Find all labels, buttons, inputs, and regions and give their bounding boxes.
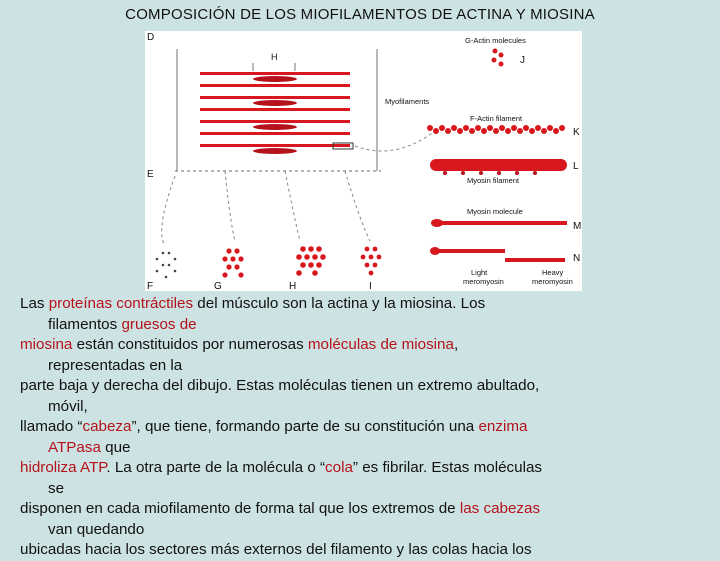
- label-e: E: [147, 169, 154, 180]
- h-zone-bracket: [253, 63, 295, 71]
- label-myosin-molecule: Myosin molecule: [467, 207, 523, 216]
- f-actin-filament: [427, 125, 565, 134]
- connector-lines: [162, 131, 435, 246]
- cross-section-g: [222, 248, 243, 277]
- label-light-2: meromyosin: [463, 277, 504, 286]
- description-text: Las proteínas contráctiles del músculo son la actina y la miosina. Los filamentos gruesos de miosina están constituidos por numerosas moléculas de miosina, representadas en la parte baja y derecha del dibujo. Estas moléculas tienen un extremo abultado, móvil, llamado “cabeza”, que tiene, formando parte de su constitución una enzima ATPasa que hidroliza ATP. La otra parte de la molécula o “cola” es fibrilar. Estas moléculas se disponen en cada miofilamento de forma tal que los extremos de las cabezas van quedando ubicadas hacia los sectores más externos del filamento y las colas hacia los: [20, 295, 542, 558]
- label-m: M: [573, 221, 582, 232]
- cross-section-f: [156, 252, 177, 279]
- label-d: D: [147, 32, 155, 43]
- g-actin-molecules: [492, 49, 504, 67]
- myofilament-diagram: [145, 31, 582, 291]
- label-f: F: [147, 281, 154, 291]
- label-g-actin: G-Actin molecules: [465, 36, 526, 45]
- cross-section-h: [296, 246, 326, 276]
- label-f-actin: F-Actin filament: [470, 114, 523, 123]
- label-heavy-1: Heavy: [542, 268, 564, 277]
- label-j: J: [520, 55, 525, 66]
- cross-section-i: [361, 247, 382, 276]
- meromyosin: [430, 247, 565, 262]
- label-myofilaments: Myofilaments: [385, 97, 430, 106]
- label-l: L: [573, 161, 579, 172]
- label-h: H: [289, 281, 297, 291]
- label-heavy-2: meromyosin: [532, 277, 573, 286]
- label-g: G: [214, 281, 222, 291]
- label-i: I: [369, 281, 372, 291]
- page-title: COMPOSICIÓN DE LOS MIOFILAMENTOS DE ACTINA Y MIOSINA: [125, 6, 595, 23]
- label-myosin-filament: Myosin filament: [467, 176, 520, 185]
- myosin-molecule: [431, 219, 567, 227]
- myosin-filament: [430, 159, 567, 175]
- myofilament-rows: [200, 72, 353, 154]
- label-h-top: H: [271, 52, 278, 62]
- label-n: N: [573, 253, 581, 264]
- label-k: K: [573, 127, 580, 138]
- label-light-1: Light: [471, 268, 488, 277]
